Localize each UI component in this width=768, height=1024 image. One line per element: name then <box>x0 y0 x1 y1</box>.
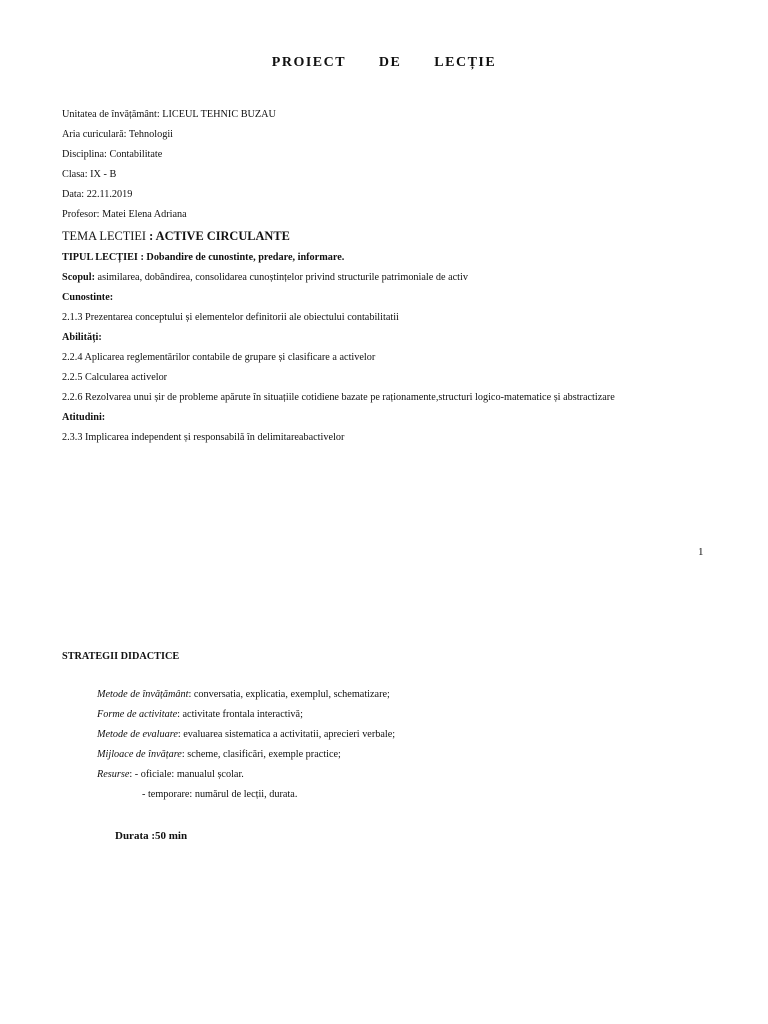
competence-item: 2.3.3 Implicarea independent și responsabilă în delimitareabactivelor <box>62 431 345 443</box>
tema-label: TEMA LECTIEI <box>62 228 150 243</box>
info-value: Matei Elena Adriana <box>102 208 187 220</box>
strategii-heading: STRATEGII DIDACTICE <box>62 650 180 662</box>
abilitati-heading: Abilități: <box>62 331 102 343</box>
info-label: Aria curiculară: <box>62 128 129 140</box>
strategy-item <box>97 748 341 760</box>
tema-lectiei <box>62 228 290 244</box>
strategy-value: : evaluarea sistematica a activitatii, aprecieri verbale; <box>177 728 396 740</box>
strategy-item <box>97 688 390 700</box>
tipul-value: : Dobandire de cunostinte, predare, informare. <box>140 251 345 263</box>
scopul <box>62 271 468 283</box>
info-value: Contabilitate <box>109 148 163 160</box>
competence-item: 2.2.6 Rezolvarea unui șir de probleme apărute în situațiile cotidiene bazate pe raționamente,structuri logico-matematice și abstractizare <box>62 391 615 403</box>
info-label: Unitatea de învățământ: <box>62 108 163 120</box>
strategy-item <box>97 728 395 740</box>
strategy-value: : conversatia, explicatia, exemplul, schematizare; <box>188 688 390 700</box>
info-profesor <box>62 208 187 220</box>
info-unitatea <box>62 108 276 120</box>
tipul-lectiei <box>62 251 344 263</box>
cunostinte-heading: Cunostinte: <box>62 291 114 303</box>
info-label: Disciplina: <box>62 148 110 160</box>
strategy-item <box>97 708 303 720</box>
competence-item: 2.1.3 Prezentarea conceptului și elementelor definitorii ale obiectului contabilitatii <box>62 311 399 323</box>
strategy-value: : scheme, clasificări, exemple practice; <box>181 748 341 760</box>
strategy-value: : - oficiale: manualul școlar. <box>129 768 244 780</box>
strategy-label: Metode de învățământ <box>97 688 189 700</box>
scopul-value: asimilarea, dobândirea, consolidarea cunoștințelor privind structurile patrimoniale de activ <box>94 271 468 283</box>
scopul-label: Scopul: <box>62 271 95 283</box>
tipul-label: TIPUL LECȚIEI <box>62 251 141 263</box>
info-value: 22.11.2019 <box>86 188 133 200</box>
strategy-label: Metode de evaluare <box>97 728 178 740</box>
resurse-extra: - temporare: numărul de lecții, durata. <box>142 788 298 800</box>
info-label: Clasa: <box>62 168 91 180</box>
durata: Durata :50 min <box>115 830 188 842</box>
tema-value: : ACTIVE CIRCULANTE <box>149 228 290 243</box>
info-value: Tehnologii <box>128 128 174 140</box>
info-data <box>62 188 132 200</box>
info-value: IX - B <box>90 168 117 180</box>
info-label: Data: <box>62 188 87 200</box>
info-label: Profesor: <box>62 208 103 220</box>
strategy-label: Resurse <box>97 768 130 780</box>
atitudini-heading: Atitudini: <box>62 411 106 423</box>
strategy-value: : activitate frontala interactivă; <box>177 708 303 720</box>
info-aria <box>62 128 173 140</box>
competence-item: 2.2.4 Aplicarea reglementărilor contabile de grupare și clasificare a activelor <box>62 351 376 363</box>
info-clasa <box>62 168 116 180</box>
strategy-label: Mijloace de învățare <box>97 748 182 760</box>
info-disciplina <box>62 148 162 160</box>
competence-item: 2.2.5 Calcularea activelor <box>62 371 168 383</box>
page-number: 1 <box>698 546 704 558</box>
strategy-item <box>97 768 244 780</box>
document-title: PROIECT DE LECȚIE <box>271 55 497 70</box>
strategy-label: Forme de activitate <box>97 708 178 720</box>
info-value: LICEUL TEHNIC BUZAU <box>162 108 276 120</box>
